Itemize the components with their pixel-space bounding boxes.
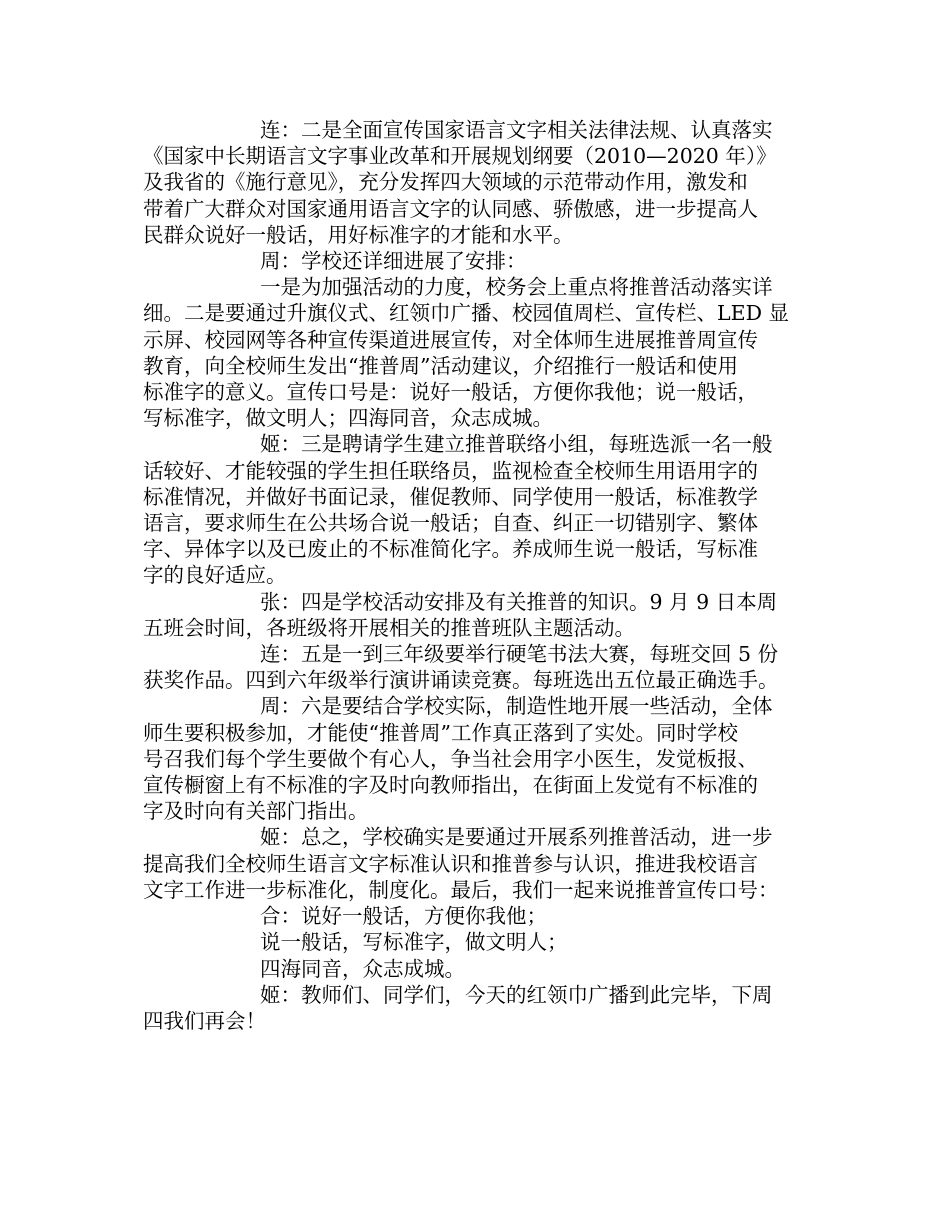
text-line: 张：四是学校活动安排及有关推普的知识。9 月 9 日本周 — [260, 589, 778, 614]
text-line: 文字工作进一步标准化，制度化。最后，我们一起来说推普宣传口号： — [143, 877, 779, 902]
text-line: 师生要积极参加，才能使“推普周”工作真正落到了实处。同时学校 — [143, 720, 738, 745]
text-line: 周：学校还详细进展了安排： — [260, 249, 527, 274]
text-line: 五班会时间，各班级将开展相关的推普班队主题活动。 — [143, 615, 635, 640]
text-line: 字的良好适应。 — [143, 563, 287, 588]
text-line: 姬：教师们、同学们，今天的红领巾广播到此完毕，下周 — [260, 982, 773, 1007]
text-line: 标准字的意义。宣传口号是：说好一般话，方便你我他；说一般话， — [143, 380, 758, 405]
text-line: 教育，向全校师生发出“推普周”活动建议，介绍推行一般话和使用 — [143, 353, 738, 378]
text-line: 周：六是要结合学校实际，制造性地开展一些活动，全体 — [260, 694, 773, 719]
text-line: 获奖作品。四到六年级举行演讲诵读竞赛。每班选出五位最正确选手。 — [143, 668, 779, 693]
text-line: 号召我们每个学生要做个有心人，争当社会用字小医生，发觉板报、 — [143, 746, 758, 771]
text-line: 带着广大群众对国家通用语言文字的认同感、骄傲感，进一步提高人 — [143, 196, 758, 221]
text-line: 合：说好一般话，方便你我他； — [260, 904, 547, 929]
text-line: 细。二是要通过升旗仪式、红领巾广播、校园值周栏、宣传栏、LED 显 — [143, 301, 790, 326]
text-line: 说一般话，写标准字，做文明人； — [260, 930, 568, 955]
text-line: 四我们再会！ — [143, 1008, 266, 1033]
document-body — [143, 117, 813, 1034]
text-line: 字及时向有关部门指出。 — [143, 799, 369, 824]
text-line: 语言，要求师生在公共场合说一般话；自查、纠正一切错别字、繁体 — [143, 511, 758, 536]
text-line: 宣传橱窗上有不标准的字及时向教师指出，在街面上发觉有不标准的 — [143, 773, 758, 798]
text-line: 话较好、才能较强的学生担任联络员，监视检查全校师生用语用字的 — [143, 458, 758, 483]
text-line: 民群众说好一般话，用好标准字的才能和水平。 — [143, 222, 574, 247]
text-line: 写标准字，做文明人；四海同音，众志成城。 — [143, 406, 553, 431]
text-line: 一是为加强活动的力度，校务会上重点将推普活动落实详 — [260, 275, 773, 300]
text-line: 及我省的《施行意见》，充分发挥四大领域的示范带动作用，激发和 — [143, 170, 748, 195]
text-line: 姬：总之，学校确实是要通过开展系列推普活动，进一步 — [260, 825, 773, 850]
text-line: 四海同音，众志成城。 — [260, 956, 465, 981]
text-line: 连：五是一到三年级要举行硬笔书法大赛，每班交回 5 份 — [260, 642, 779, 667]
text-line: 示屏、校园网等各种宣传渠道进展宣传，对全体师生进展推普周宣传 — [143, 327, 758, 352]
text-line: 姬：三是聘请学生建立推普联络小组，每班选派一名一般 — [260, 432, 773, 457]
text-line: 连：二是全面宣传国家语言文字相关法律法规、认真落实 — [260, 118, 773, 142]
text-line: 字、异体字以及已废止的不标准简化字。养成师生说一般话，写标准 — [143, 537, 758, 562]
text-line: 标准情况，并做好书面记录，催促教师、同学使用一般话，标准教学 — [143, 484, 758, 509]
text-line: 《国家中长期语言文字事业改革和开展规划纲要（2010—2020 年）》 — [143, 144, 777, 169]
text-line: 提高我们全校师生语言文字标准认识和推普参与认识，推进我校语言 — [143, 851, 758, 876]
